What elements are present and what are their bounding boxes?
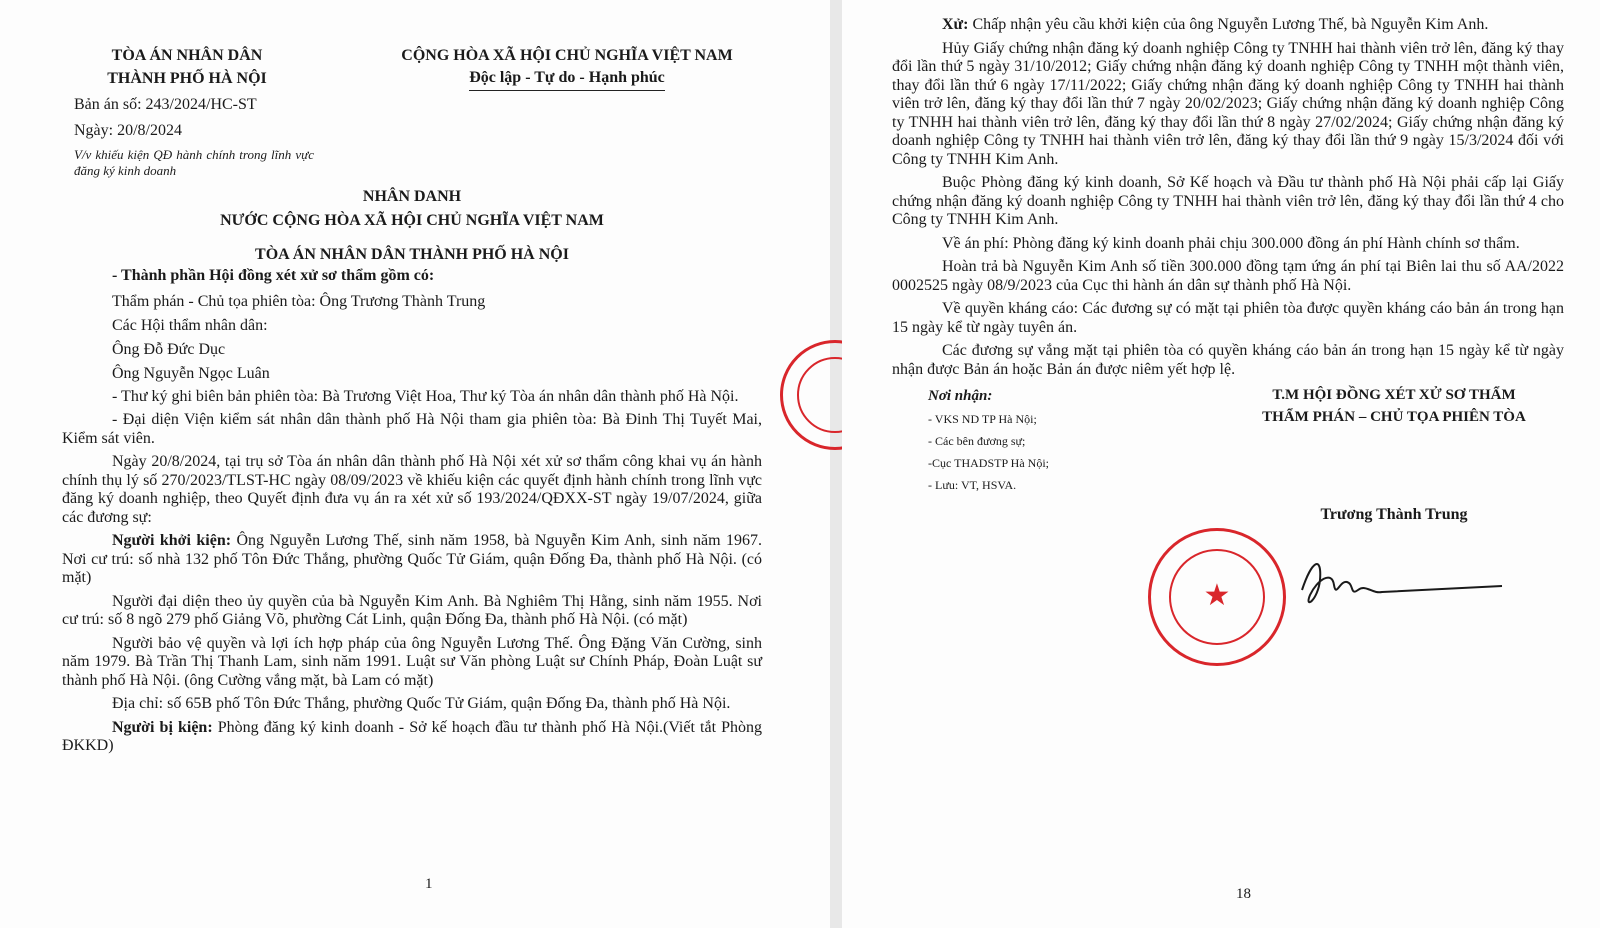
recipient-item: - Các bên đương sự; [928,434,1026,448]
page-gutter [830,0,842,928]
case-number: Bản án số: 243/2024/HC-ST [74,96,257,113]
signer-role-2: THẨM PHÁN – CHỦ TỌA PHIÊN TÒA [1262,409,1526,425]
signer-block [1224,384,1564,524]
refund-para: Hoàn trả bà Nguyễn Kim Anh số tiền 300.000 đồng tạm ứng án phí tại Biên lai thu số AA/2022 0002525 ngày 08/9/2023 của Cục thi hành án dân sự thành phố Hà Nội. [892,258,1564,294]
case-date: Ngày: 20/8/2024 [74,122,182,139]
procurator-line: - Đại diện Viện kiểm sát nhân dân thành phố Hà Nội tham gia phiên tòa: Bà Đinh Thị Tuyết Mai, Kiểm sát viên. [62,411,762,447]
clerk-line: - Thư ký ghi biên bản phiên tòa: Bà Trương Việt Hoa, Thư ký Tòa án nhân dân thành phố Hà Nội. [112,387,739,405]
nation-header [372,44,762,91]
in-name-of-1: NHÂN DANH [362,188,462,205]
juror-2: Ông Nguyễn Ngọc Luân [112,364,270,382]
court-name-line2: THÀNH PHỐ HÀ NỘI [107,70,267,87]
address-para: Địa chỉ: số 65B phố Tôn Đức Thắng, phường Quốc Tử Giám, quận Đống Đa, thành phố Hà Nội. [112,695,731,712]
defendant-text: Phòng đăng ký kinh doanh - Sở kế hoạch đầu tư thành phố Hà Nội.(Viết tắt Phòng ĐKKD) [62,718,763,754]
signer-name: Trương Thành Trung [1320,506,1468,523]
plaintiff-para [62,532,762,588]
in-name-of-2: NƯỚC CỘNG HÒA XÃ HỘI CHỦ NGHĨA VIỆT NAM [220,212,604,229]
ruling-label: Xử: [942,16,969,33]
signer-role-1: T.M HỘI ĐỒNG XÉT XỬ SƠ THẨM [1272,387,1516,403]
compel-para: Buộc Phòng đăng ký kinh doanh, Sở Kế hoạch và Đầu tư thành phố Hà Nội phải cấp lại Giấy chứng nhận đăng ký doanh nghiệp Công ty TNHH hai thành viên trở lên, đăng ký thay đổi lần thứ 4 cho Công ty TNHH Kim Anh. [892,174,1564,228]
page-number-left: 1 [425,876,433,892]
handwritten-signature [1292,550,1512,620]
case-subject: V/v khiếu kiện QĐ hành chính trong lĩnh vực đăng ký kinh doanh [74,147,314,178]
court-full-name: TÒA ÁN NHÂN DÂN THÀNH PHỐ HÀ NỘI [255,246,569,263]
court-seal-right [1148,528,1286,666]
court-name-line1: TÒA ÁN NHÂN DÂN [111,47,263,64]
signature-block [892,384,1564,524]
absent-para: Các đương sự vắng mặt tại phiên tòa có quyền kháng cáo bản án trong hạn 15 ngày kể từ ngày nhận được Bản án hoặc Bản án được niêm yết hợp lệ. [892,342,1564,378]
defendant-para [62,719,762,756]
defender-para: Người bảo vệ quyền và lợi ích hợp pháp của ông Nguyễn Lương Thế. Ông Đặng Văn Cường, sinh năm 1979. Bà Trần Thị Thanh Lam, sinh năm 1991. Luật sư Văn phòng Luật sư Chính Pháp, Đoàn Luật sư thành phố Hà Nội. (ông Cường vắng mặt, bà Lam có mặt) [62,634,762,689]
appeal-para: Về quyền kháng cáo: Các đương sự có mặt tại phiên tòa được quyền kháng cáo bản án trong hạn 15 ngày kể từ ngày tuyên án. [892,300,1564,336]
recipient-item: - Lưu: VT, HSVA. [928,478,1017,492]
nation-name: CỘNG HÒA XÃ HỘI CHỦ NGHĨA VIỆT NAM [401,47,733,64]
judge-line: Thẩm phán - Chủ tọa phiên tòa: Ông Trương Thành Trung [112,292,486,310]
cancel-para: Hủy Giấy chứng nhận đăng ký doanh nghiệp Công ty TNHH hai thành viên trở lên, đăng ký thay đổi lần thứ 5 ngày 31/10/2012; Giấy chứng nhận đăng ký doanh nghiệp Công ty TNHH một thành viên, thay đổi lần thứ 6 ngày 17/11/2022; Giấy chứng nhận đăng ký doanh nghiệp Công ty TNHH hai thành viên trở lên, đăng ký thay đổi lần thứ 7 ngày 20/02/2023; Giấy chứng nhận đăng ký doanh nghiệp Công ty TNHH hai thành viên trở lên, đăng ký thay đổi lần thứ 8 ngày 27/02/2024; Giấy chứng nhận đăng ký doanh nghiệp Công ty TNHH hai thành viên trở lên, đăng ký thay đổi lần thứ 9 ngày 15/3/2024 đối với Công ty TNHH Kim Anh. [892,39,1564,168]
defendant-label: Người bị kiện: [112,718,213,736]
trial-intro: Ngày 20/8/2024, tại trụ sở Tòa án nhân dân thành phố Hà Nội xét xử sơ thẩm công khai vụ án hành chính thụ lý số 270/2023/TLST-HC ngày 08/09/2023 về khiếu kiện các quyết định hành chính trong lĩnh vực đăng ký doanh nghiệp, theo Quyết định đưa vụ án ra xét xử số 193/2024/QĐXX-ST ngày 19/07/2024, giữa các đương sự: [62,453,762,526]
recipients-title: Nơi nhận: [928,388,993,404]
jurors-label: Các Hội thẩm nhân dân: [112,316,268,334]
court-header [62,44,312,91]
page-number-right: 18 [1236,886,1251,902]
page-right [842,0,1600,928]
star-icon: ★ [1203,578,1231,612]
recipient-item: - VKS ND TP Hà Nội; [928,412,1037,426]
juror-1: Ông Đỗ Đức Dục [112,340,226,358]
ruling-para [892,16,1564,35]
document-header [62,44,762,91]
recipients-block [928,384,1128,524]
representative-para: Người đại diện theo ủy quyền của bà Nguyễn Kim Anh. Bà Nghiêm Thị Hằng, sinh năm 1955. Nơi cư trú: số 8 ngõ 279 phố Giảng Võ, phường Cát Linh, quận Đống Đa, thành phố Hà Nội. (có mặt) [62,592,762,628]
recipient-item: -Cục THADSTP Hà Nội; [928,456,1049,470]
fee-para: Về án phí: Phòng đăng ký kinh doanh phải chịu 300.000 đồng án phí Hành chính sơ thẩm. [942,234,1520,252]
plaintiff-label: Người khởi kiện: [112,532,232,549]
plaintiff-text: Ông Nguyễn Lương Thế, sinh năm 1958, bà Nguyễn Kim Anh, sinh năm 1967. Nơi cư trú: số nhà 132 phố Tôn Đức Thắng, phường Quốc Tử Giám, quận Đống Đa, thành phố Hà Nội. (có mặt) [62,532,762,586]
ruling-text: Chấp nhận yêu cầu khởi kiện của ông Nguyễn Lương Thế, bà Nguyễn Kim Anh. [968,16,1489,33]
panel-title: - Thành phần Hội đồng xét xử sơ thẩm gồm có: [112,267,435,284]
nation-motto: Độc lập - Tự do - Hạnh phúc [469,67,665,91]
